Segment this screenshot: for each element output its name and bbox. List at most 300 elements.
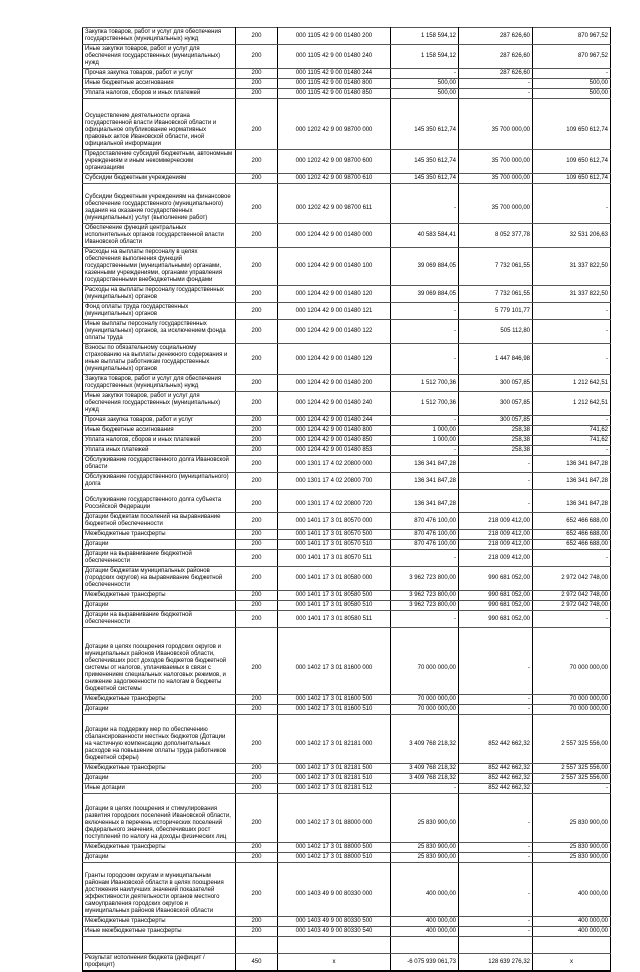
gap-cell (391, 937, 459, 954)
cell-approved: 1 158 594,12 (391, 28, 459, 45)
cell-approved: - (391, 320, 459, 344)
table-row (83, 426, 611, 436)
cell-executed: 7 732 061,55 (459, 248, 533, 286)
cell-name: Межбюджетные трансферты (83, 843, 236, 853)
cell-unexecuted: 2 557 325 556,00 (533, 715, 611, 764)
cell-name: Гранты городским округам и муниципальным районам Ивановской области в целях поощрения достижения наилучших значений показателей эффективности деятельности органов местного самоуправления городских округов и муниципальных районов Ивановской области (83, 863, 236, 917)
cell-unexecuted: 109 650 612,74 (533, 174, 611, 184)
table-row (83, 917, 611, 927)
cell-unexecuted: 2 972 042 748,00 (533, 567, 611, 591)
cell-name: Обслуживание государственного долга Ивановской области (83, 456, 236, 473)
cell-line-code: 200 (236, 184, 278, 224)
cell-name: Иные закупки товаров, работ и услуг для обеспечения государственных (муниципальных) нужд (83, 392, 236, 416)
gap-cell (278, 937, 391, 954)
cell-executed: - (459, 490, 533, 513)
cell-name: Закупка товаров, работ и услуг для обеспечения государственных (муниципальных) нужд (83, 375, 236, 392)
cell-approved: 1 512 700,36 (391, 375, 459, 392)
cell-approved: 1 158 594,12 (391, 45, 459, 69)
cell-name: Дотации (83, 540, 236, 550)
cell-line-code: 200 (236, 375, 278, 392)
cell-approved: 1 000,00 (391, 436, 459, 446)
cell-line-code: 200 (236, 863, 278, 917)
cell-line-code: 200 (236, 89, 278, 99)
table-row (83, 392, 611, 416)
cell-executed: 8 052 377,78 (459, 224, 533, 248)
cell-approved: - (391, 344, 459, 375)
result-executed: 128 639 276,32 (459, 954, 533, 972)
cell-line-code: 200 (236, 150, 278, 174)
cell-line-code: 200 (236, 248, 278, 286)
cell-executed: 852 442 662,32 (459, 784, 533, 794)
cell-classification: 000 1204 42 9 00 01480 853 (278, 446, 391, 456)
cell-classification: 000 1402 17 3 01 81600 500 (278, 695, 391, 705)
cell-classification: 000 1204 42 9 00 01480 120 (278, 286, 391, 303)
cell-classification: 000 1401 17 3 01 80580 510 (278, 601, 391, 611)
cell-approved: - (391, 69, 459, 79)
cell-executed: - (459, 628, 533, 695)
cell-unexecuted: 136 341 847,28 (533, 456, 611, 473)
cell-unexecuted: 109 650 612,74 (533, 99, 611, 150)
cell-classification: 000 1204 42 9 00 01480 800 (278, 426, 391, 436)
table-row (83, 89, 611, 99)
cell-approved: 136 341 847,28 (391, 456, 459, 473)
cell-line-code: 200 (236, 69, 278, 79)
cell-approved: - (391, 784, 459, 794)
table-row (83, 28, 611, 45)
cell-name: Дотации в целях поощрения и стимулирования развития городских поселений Ивановской области, включенных в перечень исторических поселений федерального значения, обеспечивших рост поступлений по налогу на доходы физических лиц (83, 794, 236, 843)
cell-executed: 218 009 412,00 (459, 550, 533, 567)
cell-unexecuted: 136 341 847,28 (533, 473, 611, 490)
cell-unexecuted: 652 466 688,00 (533, 513, 611, 530)
cell-classification: 000 1105 42 9 00 01480 850 (278, 89, 391, 99)
cell-line-code: 200 (236, 567, 278, 591)
cell-name: Межбюджетные трансферты (83, 764, 236, 774)
table-row (83, 695, 611, 705)
cell-classification: 000 1105 42 9 00 01480 200 (278, 28, 391, 45)
cell-line-code: 200 (236, 99, 278, 150)
cell-executed: - (459, 695, 533, 705)
cell-approved: 39 069 884,05 (391, 286, 459, 303)
cell-unexecuted: 25 830 900,00 (533, 794, 611, 843)
cell-approved: - (391, 611, 459, 628)
cell-classification: 000 1403 49 9 00 80330 500 (278, 917, 391, 927)
cell-executed: 35 700 000,00 (459, 174, 533, 184)
cell-unexecuted: - (533, 303, 611, 320)
cell-executed: 990 681 052,00 (459, 567, 533, 591)
cell-line-code: 200 (236, 927, 278, 937)
result-classification: x (278, 954, 391, 972)
cell-name: Иные межбюджетные трансферты (83, 927, 236, 937)
cell-name: Осуществление деятельности органа государственной власти Ивановской области и официальное опубликование нормативных правовых актов Ивановской области, иной официальной информации (83, 99, 236, 150)
cell-executed: - (459, 79, 533, 89)
cell-executed: 505 112,80 (459, 320, 533, 344)
cell-unexecuted: 741,62 (533, 426, 611, 436)
cell-executed: 300 057,85 (459, 416, 533, 426)
cell-approved: - (391, 303, 459, 320)
cell-name: Дотации бюджетам муниципальных районов (городских округов) на выравнивание бюджетной обеспеченности (83, 567, 236, 591)
cell-name: Межбюджетные трансферты (83, 530, 236, 540)
cell-executed: - (459, 89, 533, 99)
cell-executed: 852 442 662,32 (459, 774, 533, 784)
cell-executed: 7 732 061,55 (459, 286, 533, 303)
cell-approved: 3 962 723 800,00 (391, 591, 459, 601)
table-row (83, 863, 611, 917)
cell-executed: 287 626,60 (459, 69, 533, 79)
cell-name: Фонд оплаты труда государственных (муниципальных) органов (83, 303, 236, 320)
cell-name: Субсидии бюджетным учреждениям (83, 174, 236, 184)
cell-executed: 35 700 000,00 (459, 184, 533, 224)
cell-unexecuted: - (533, 320, 611, 344)
cell-executed: 258,38 (459, 446, 533, 456)
cell-line-code: 200 (236, 601, 278, 611)
gap-cell (236, 937, 278, 954)
cell-classification: 000 1402 17 3 01 82181 000 (278, 715, 391, 764)
cell-name: Расходы на выплаты персоналу в целях обеспечения выполнения функций государственными (муниципальными) органами, казенными учреждениями, органами управления государственными внебюджетными фондами (83, 248, 236, 286)
cell-classification: 000 1204 42 9 00 01480 129 (278, 344, 391, 375)
cell-line-code: 200 (236, 715, 278, 764)
cell-executed: 218 009 412,00 (459, 540, 533, 550)
table-row (83, 184, 611, 224)
cell-executed: 990 681 052,00 (459, 591, 533, 601)
cell-line-code: 200 (236, 473, 278, 490)
cell-line-code: 200 (236, 794, 278, 843)
cell-unexecuted: 500,00 (533, 79, 611, 89)
cell-approved: 25 830 900,00 (391, 843, 459, 853)
cell-line-code: 200 (236, 784, 278, 794)
cell-classification: 000 1402 17 3 01 81600 000 (278, 628, 391, 695)
cell-executed: - (459, 927, 533, 937)
table-row (83, 473, 611, 490)
cell-name: Дотации (83, 601, 236, 611)
cell-name: Межбюджетные трансферты (83, 917, 236, 927)
table-row (83, 248, 611, 286)
cell-executed: - (459, 853, 533, 863)
cell-name: Иные бюджетные ассигнования (83, 426, 236, 436)
cell-executed: 852 442 662,32 (459, 715, 533, 764)
table-row (83, 174, 611, 184)
result-row (83, 954, 611, 972)
cell-executed: 5 779 101,77 (459, 303, 533, 320)
cell-unexecuted: - (533, 416, 611, 426)
cell-name: Иные дотации (83, 784, 236, 794)
cell-approved: 3 962 723 800,00 (391, 601, 459, 611)
cell-executed: 287 626,60 (459, 45, 533, 69)
cell-approved: 870 476 100,00 (391, 513, 459, 530)
cell-unexecuted: 741,62 (533, 436, 611, 446)
cell-classification: 000 1202 42 9 00 98700 000 (278, 99, 391, 150)
cell-classification: 000 1202 42 9 00 98700 600 (278, 150, 391, 174)
table-row (83, 611, 611, 628)
table-row (83, 79, 611, 89)
cell-classification: 000 1402 17 3 01 88000 500 (278, 843, 391, 853)
cell-approved: 70 000 000,00 (391, 695, 459, 705)
cell-approved: - (391, 446, 459, 456)
cell-approved: 25 830 900,00 (391, 794, 459, 843)
cell-unexecuted: 109 650 612,74 (533, 150, 611, 174)
cell-approved: 400 000,00 (391, 927, 459, 937)
table-row (83, 764, 611, 774)
cell-line-code: 200 (236, 286, 278, 303)
cell-unexecuted: 136 341 847,28 (533, 490, 611, 513)
cell-line-code: 200 (236, 611, 278, 628)
cell-executed: 258,38 (459, 436, 533, 446)
cell-line-code: 200 (236, 426, 278, 436)
cell-name: Обеспечение функций центральных исполнительных органов государственной власти Ивановской области (83, 224, 236, 248)
cell-name: Уплата налогов, сборов и иных платежей (83, 436, 236, 446)
cell-executed: 35 700 000,00 (459, 150, 533, 174)
cell-classification: 000 1204 42 9 00 01480 244 (278, 416, 391, 426)
cell-executed: - (459, 843, 533, 853)
cell-name: Взносы по обязательному социальному страхованию на выплаты денежного содержания и иные выплаты работникам государственных (муниципальных) органов (83, 344, 236, 375)
cell-name: Уплата налогов, сборов и иных платежей (83, 89, 236, 99)
cell-executed: 990 681 052,00 (459, 601, 533, 611)
table-row (83, 927, 611, 937)
cell-line-code: 200 (236, 446, 278, 456)
cell-line-code: 200 (236, 28, 278, 45)
cell-executed: 300 057,85 (459, 392, 533, 416)
cell-executed: 35 700 000,00 (459, 99, 533, 150)
cell-unexecuted: - (533, 446, 611, 456)
cell-approved: 39 069 884,05 (391, 248, 459, 286)
cell-executed: - (459, 473, 533, 490)
table-row (83, 456, 611, 473)
cell-classification: 000 1401 17 3 01 80580 511 (278, 611, 391, 628)
cell-line-code: 200 (236, 764, 278, 774)
cell-approved: - (391, 416, 459, 426)
cell-line-code: 200 (236, 224, 278, 248)
cell-approved: 70 000 000,00 (391, 628, 459, 695)
gap-cell (83, 937, 236, 954)
cell-executed: - (459, 917, 533, 927)
cell-executed: 258,38 (459, 426, 533, 436)
cell-name: Обслуживание государственного (муниципального) долга (83, 473, 236, 490)
cell-line-code: 200 (236, 344, 278, 375)
cell-name: Предоставление субсидий бюджетным, автономным учреждениям и иным некоммерческим организациям (83, 150, 236, 174)
cell-classification: 000 1401 17 3 01 80580 500 (278, 591, 391, 601)
table-row (83, 784, 611, 794)
cell-classification: 000 1105 42 9 00 01480 800 (278, 79, 391, 89)
table-row (83, 794, 611, 843)
cell-name: Уплата иных платежей (83, 446, 236, 456)
cell-unexecuted: 652 466 688,00 (533, 530, 611, 540)
cell-unexecuted: - (533, 69, 611, 79)
cell-classification: 000 1204 42 9 00 01480 200 (278, 375, 391, 392)
cell-unexecuted: 400 000,00 (533, 927, 611, 937)
cell-line-code: 200 (236, 917, 278, 927)
cell-classification: 000 1401 17 3 01 80570 500 (278, 530, 391, 540)
cell-classification: 000 1204 42 9 00 01480 122 (278, 320, 391, 344)
cell-name: Иные закупки товаров, работ и услуг для обеспечения государственных (муниципальных) нужд (83, 45, 236, 69)
cell-name: Дотации в целях поощрения городских округов и муниципальных районов Ивановской области, обеспечивших рост доходов бюджетов бюджетной системы от налогов, уплачиваемых в связи с применением специальных налоговых режимов, и снижение задолженности по налогам в бюджеты бюджетной системы (83, 628, 236, 695)
cell-approved: 500,00 (391, 79, 459, 89)
cell-classification: 000 1204 42 9 00 01480 850 (278, 436, 391, 446)
cell-classification: 000 1401 17 3 01 80570 000 (278, 513, 391, 530)
cell-approved: - (391, 184, 459, 224)
cell-unexecuted: 31 337 822,50 (533, 286, 611, 303)
cell-unexecuted: - (533, 550, 611, 567)
table-row (83, 490, 611, 513)
result-line-code: 450 (236, 954, 278, 972)
cell-unexecuted: 2 972 042 748,00 (533, 591, 611, 601)
cell-approved: 3 409 768 218,32 (391, 774, 459, 784)
cell-line-code: 200 (236, 530, 278, 540)
cell-line-code: 200 (236, 392, 278, 416)
cell-name: Дотации (83, 705, 236, 715)
cell-name: Межбюджетные трансферты (83, 591, 236, 601)
cell-classification: 000 1402 17 3 01 88000 510 (278, 853, 391, 863)
cell-unexecuted: 500,00 (533, 89, 611, 99)
table-row (83, 344, 611, 375)
cell-line-code: 200 (236, 591, 278, 601)
cell-unexecuted: - (533, 344, 611, 375)
cell-classification: 000 1204 42 9 00 01480 100 (278, 248, 391, 286)
table-row (83, 286, 611, 303)
table-row (83, 375, 611, 392)
cell-unexecuted: - (533, 184, 611, 224)
cell-line-code: 200 (236, 436, 278, 446)
table-row (83, 591, 611, 601)
cell-line-code: 200 (236, 320, 278, 344)
gap-cell (459, 937, 533, 954)
result-approved: -6 075 939 061,73 (391, 954, 459, 972)
cell-approved: 70 000 000,00 (391, 705, 459, 715)
cell-approved: 25 830 900,00 (391, 853, 459, 863)
cell-unexecuted: 400 000,00 (533, 863, 611, 917)
cell-approved: 3 409 768 218,32 (391, 715, 459, 764)
table-row (83, 550, 611, 567)
cell-name: Иные выплаты персоналу государственных (муниципальных) органов, за исключением фонда оплаты труда (83, 320, 236, 344)
cell-unexecuted: 2 557 325 556,00 (533, 764, 611, 774)
cell-name: Дотации (83, 853, 236, 863)
cell-approved: 145 350 612,74 (391, 150, 459, 174)
cell-classification: 000 1402 17 3 01 82181 510 (278, 774, 391, 784)
cell-classification: 000 1202 42 9 00 98700 610 (278, 174, 391, 184)
cell-name: Дотации (83, 774, 236, 784)
cell-executed: 218 009 412,00 (459, 513, 533, 530)
cell-unexecuted: 31 337 822,50 (533, 248, 611, 286)
cell-line-code: 200 (236, 540, 278, 550)
cell-executed: - (459, 456, 533, 473)
table-gap-row (83, 937, 611, 954)
result-unexecuted: x (533, 954, 611, 972)
cell-executed: 1 447 846,98 (459, 344, 533, 375)
cell-line-code: 200 (236, 853, 278, 863)
table-row (83, 436, 611, 446)
cell-unexecuted: 870 967,52 (533, 28, 611, 45)
cell-unexecuted: 1 212 642,51 (533, 392, 611, 416)
table-row (83, 705, 611, 715)
budget-execution-table (82, 27, 611, 972)
cell-line-code: 200 (236, 705, 278, 715)
cell-unexecuted: 2 557 325 556,00 (533, 774, 611, 784)
cell-classification: 000 1402 17 3 01 82181 500 (278, 764, 391, 774)
cell-approved: 136 341 847,28 (391, 473, 459, 490)
table-row (83, 99, 611, 150)
cell-name: Дотации на поддержку мер по обеспечению сбалансированности местных бюджетов (Дотации на частичную компенсацию дополнительных расходов на повышение оплаты труда работников бюджетной сферы) (83, 715, 236, 764)
table-row (83, 303, 611, 320)
cell-executed: 852 442 662,32 (459, 764, 533, 774)
table-row (83, 715, 611, 764)
cell-name: Прочая закупка товаров, работ и услуг (83, 416, 236, 426)
cell-executed: 300 057,85 (459, 375, 533, 392)
cell-executed: - (459, 863, 533, 917)
cell-unexecuted: 870 967,52 (533, 45, 611, 69)
cell-executed: - (459, 705, 533, 715)
cell-name: Иные бюджетные ассигнования (83, 79, 236, 89)
cell-classification: 000 1204 42 9 00 01480 240 (278, 392, 391, 416)
table-row (83, 513, 611, 530)
cell-classification: 000 1402 17 3 01 81600 510 (278, 705, 391, 715)
cell-classification: 000 1301 17 4 02 20800 700 (278, 473, 391, 490)
cell-executed: 287 626,60 (459, 28, 533, 45)
table-row (83, 843, 611, 853)
cell-unexecuted: 400 000,00 (533, 917, 611, 927)
table-row (83, 69, 611, 79)
cell-executed: 218 009 412,00 (459, 530, 533, 540)
cell-classification: 000 1202 42 9 00 98700 611 (278, 184, 391, 224)
cell-line-code: 200 (236, 174, 278, 184)
cell-name: Дотации на выравнивание бюджетной обеспеченности (83, 611, 236, 628)
table-row (83, 628, 611, 695)
gap-cell (533, 937, 611, 954)
cell-name: Дотации бюджетам поселений на выравнивание бюджетной обеспеченности (83, 513, 236, 530)
result-label: Результат исполнения бюджета (дефицит / профицит) (83, 954, 236, 972)
cell-line-code: 200 (236, 416, 278, 426)
cell-unexecuted: 25 830 900,00 (533, 843, 611, 853)
cell-classification: 000 1301 17 4 02 20800 000 (278, 456, 391, 473)
table-footer (83, 937, 611, 972)
cell-approved: 3 962 723 800,00 (391, 567, 459, 591)
cell-unexecuted: 25 830 900,00 (533, 853, 611, 863)
cell-name: Прочая закупка товаров, работ и услуг (83, 69, 236, 79)
cell-line-code: 200 (236, 628, 278, 695)
table-row (83, 530, 611, 540)
cell-line-code: 200 (236, 550, 278, 567)
cell-approved: 400 000,00 (391, 863, 459, 917)
table-row (83, 416, 611, 426)
cell-executed: 990 681 052,00 (459, 611, 533, 628)
table-row (83, 150, 611, 174)
cell-approved: 870 476 100,00 (391, 530, 459, 540)
cell-unexecuted: 2 972 042 748,00 (533, 601, 611, 611)
table-row (83, 45, 611, 69)
cell-unexecuted: 70 000 000,00 (533, 628, 611, 695)
cell-approved: 40 583 584,41 (391, 224, 459, 248)
cell-approved: 870 476 100,00 (391, 540, 459, 550)
cell-approved: 136 341 847,28 (391, 490, 459, 513)
cell-classification: 000 1204 42 9 00 01480 121 (278, 303, 391, 320)
cell-classification: 000 1402 17 3 01 88000 000 (278, 794, 391, 843)
cell-unexecuted: - (533, 611, 611, 628)
cell-name: Закупка товаров, работ и услуг для обеспечения государственных (муниципальных) нужд (83, 28, 236, 45)
cell-classification: 000 1105 42 9 00 01480 244 (278, 69, 391, 79)
table-row (83, 601, 611, 611)
cell-unexecuted: 652 466 688,00 (533, 540, 611, 550)
cell-line-code: 200 (236, 456, 278, 473)
cell-line-code: 200 (236, 490, 278, 513)
cell-classification: 000 1403 49 9 00 80330 000 (278, 863, 391, 917)
cell-classification: 000 1402 17 3 01 82181 512 (278, 784, 391, 794)
cell-approved: 500,00 (391, 89, 459, 99)
cell-line-code: 200 (236, 843, 278, 853)
cell-name: Расходы на выплаты персоналу государственных (муниципальных) органов (83, 286, 236, 303)
cell-approved: 1 000,00 (391, 426, 459, 436)
cell-approved: 1 512 700,36 (391, 392, 459, 416)
table-row (83, 540, 611, 550)
cell-name: Дотации на выравнивание бюджетной обеспеченности (83, 550, 236, 567)
cell-unexecuted: 1 212 642,51 (533, 375, 611, 392)
cell-line-code: 200 (236, 513, 278, 530)
